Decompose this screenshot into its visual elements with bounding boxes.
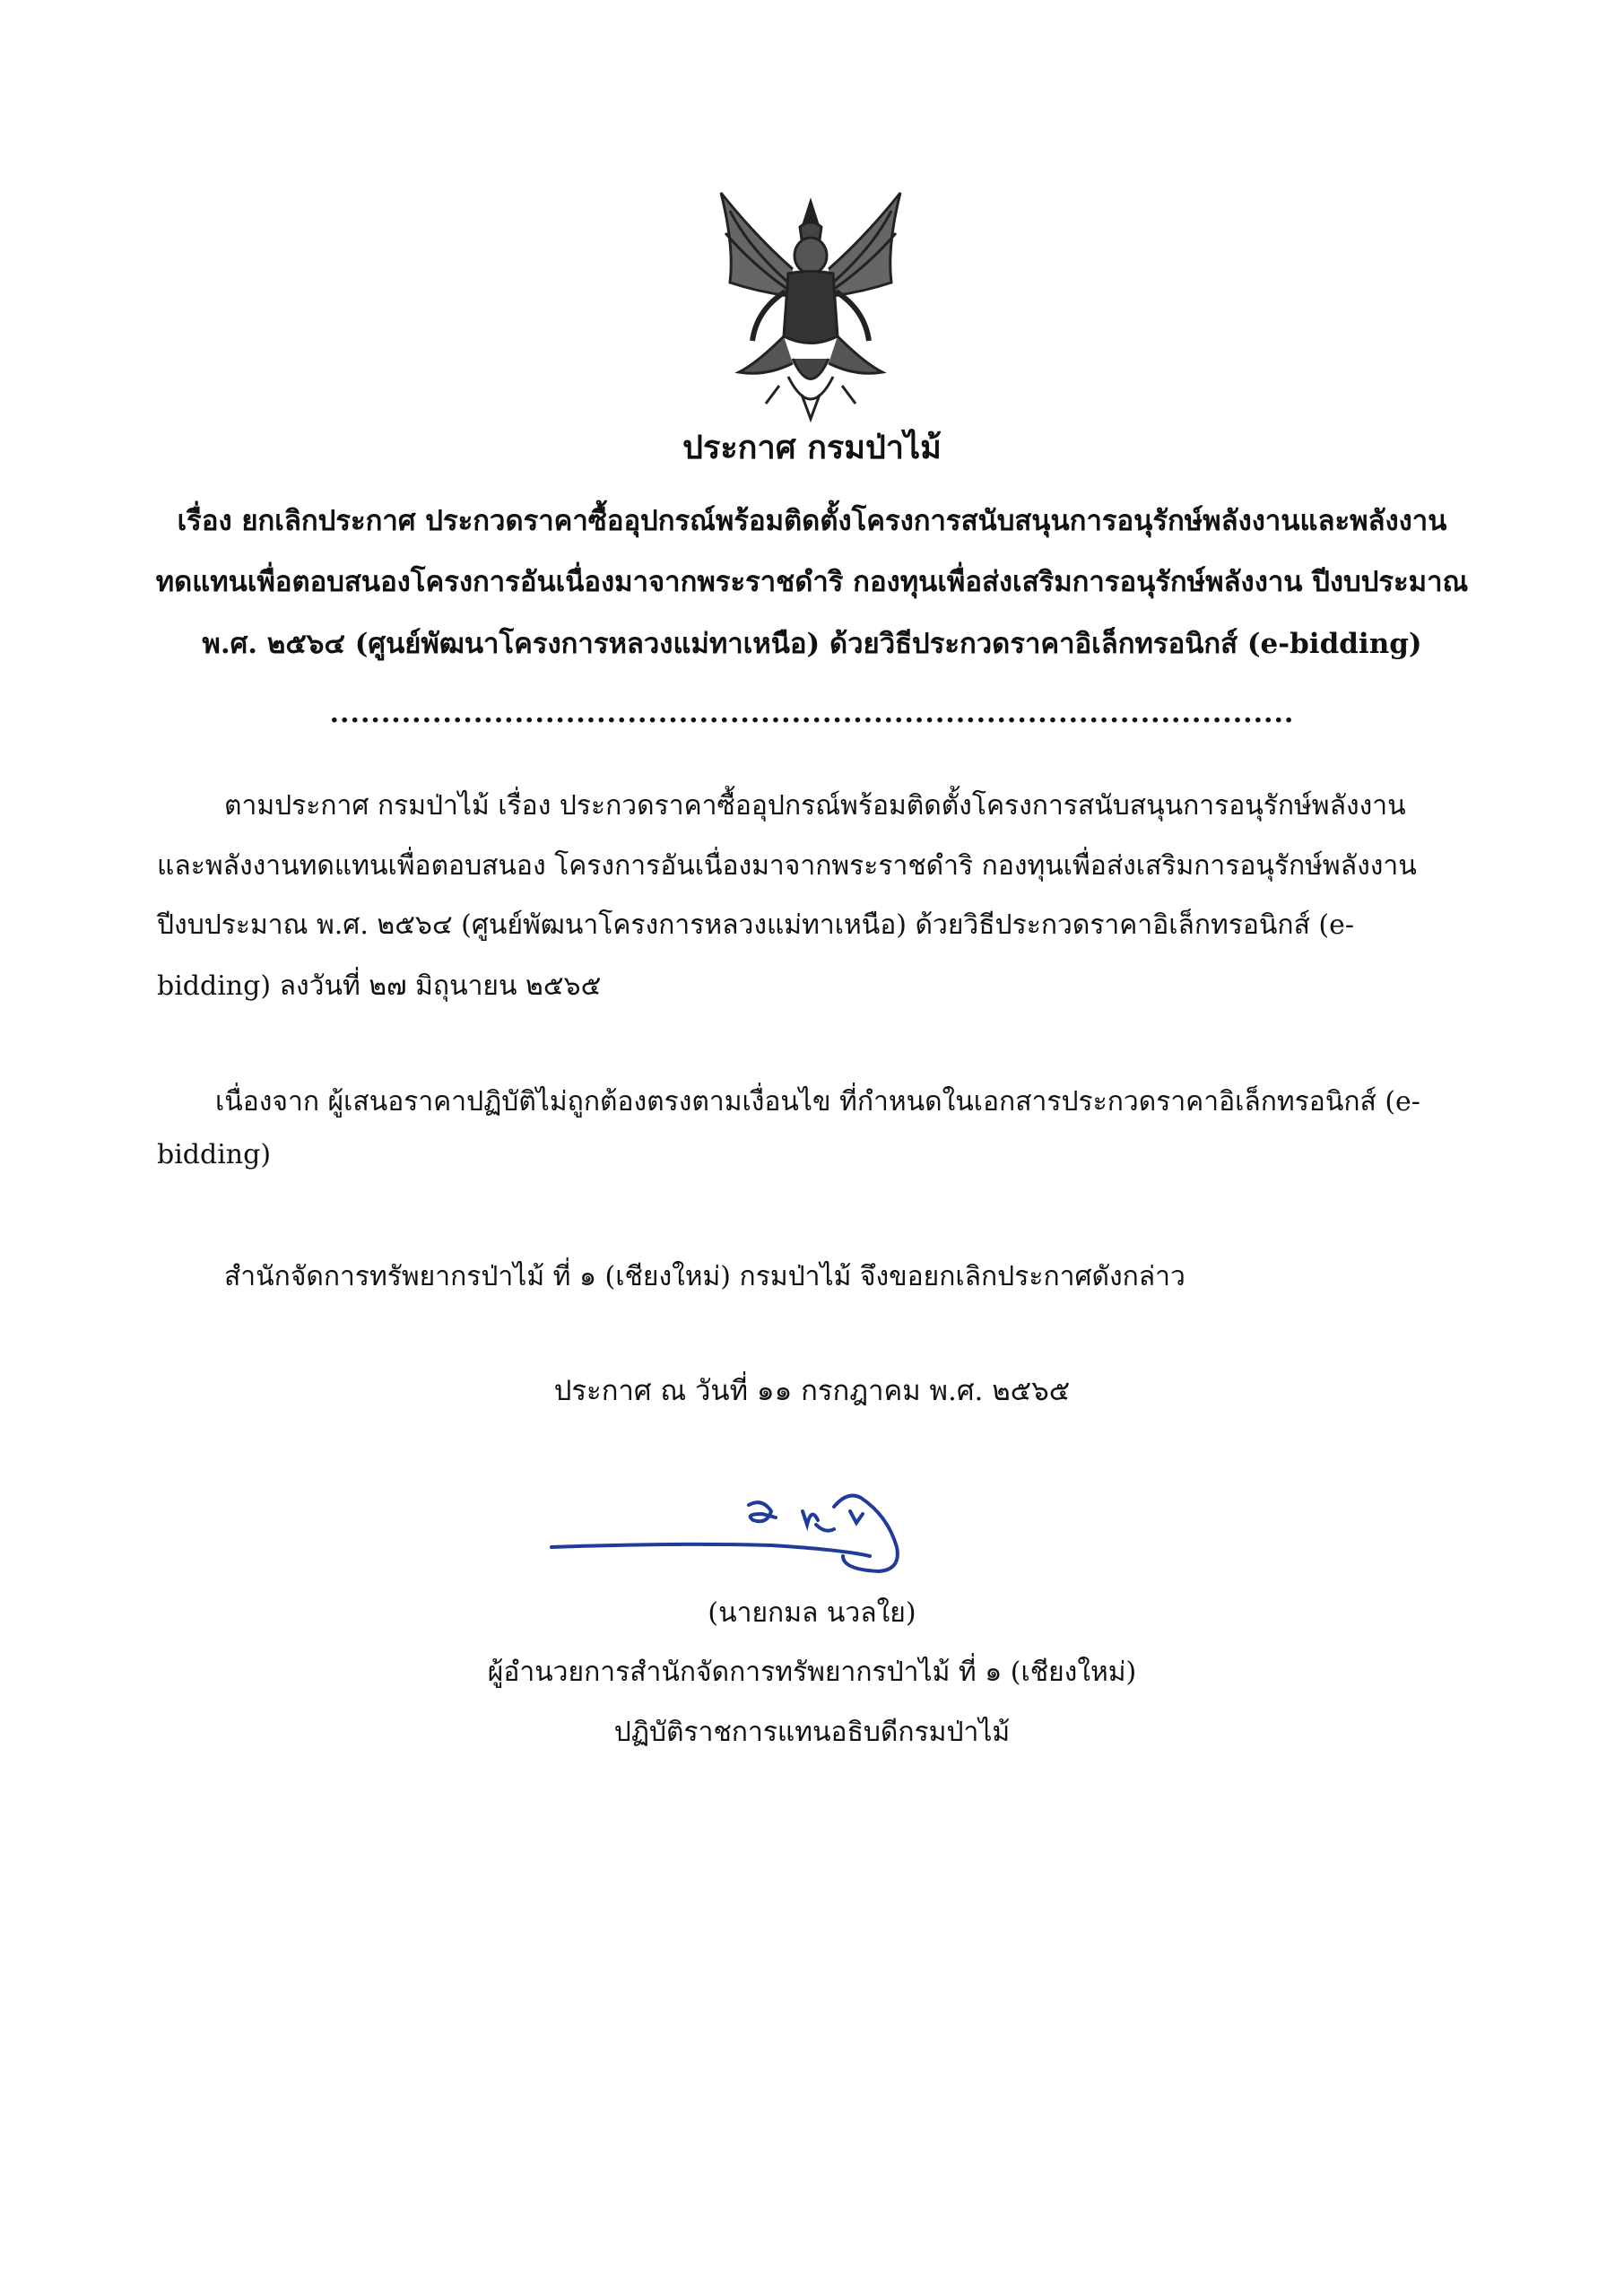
subject-line-3: พ.ศ. ๒๕๖๔ (ศูนย์พัฒนาโครงการหลวงแม่ทาเหนือ) ด้วยวิธีประกวดราคาอิเล็กทรอนิกส์ (e-bidding) <box>202 628 1422 660</box>
signatory-name: (นายกมล นวลใย) <box>708 1597 916 1629</box>
signatory-acting-role: ปฏิบัติราชการแทนอธิบดีกรมป่าไม้ <box>613 1717 1011 1748</box>
paragraph-1-line-1: ตามประกาศ กรมป่าไม้ เรื่อง ประกวดราคาซื้ออุปกรณ์พร้อมติดตั้งโครงการสนับสนุนการอนุรักษ์พลังงาน <box>224 790 1406 822</box>
paragraph-2-line-1: เนื่องจาก ผู้เสนอราคาปฏิบัติไม่ถูกต้องตรงตามเงื่อนไข ที่กำหนดในเอกสารประกวดราคาอิเล็กทรอนิกส์ (e- <box>215 1086 1420 1118</box>
document-title: ประกาศ กรมป่าไม้ <box>682 429 942 466</box>
paragraph-3: สำนักจัดการทรัพยากรป่าไม้ ที่ ๑ (เชียงใหม่) กรมป่าไม้ จึงขอยกเลิกประกาศดังกล่าว <box>224 1261 1185 1292</box>
paragraph-1-line-3: ปีงบประมาณ พ.ศ. ๒๕๖๔ (ศูนย์พัฒนาโครงการหลวงแม่ทาเหนือ) ด้วยวิธีประกวดราคาอิเล็กทรอนิกส์ (e- <box>157 909 1355 941</box>
announcement-date: ประกาศ ณ วันที่ ๑๑ กรกฎาคม พ.ศ. ๒๕๖๕ <box>553 1375 1071 1407</box>
paragraph-2-line-2: bidding) <box>157 1139 272 1170</box>
subject-line-2: ทดแทนเพื่อตอบสนองโครงการอันเนื่องมาจากพระราชดำริ กองทุนเพื่อส่งเสริมการอนุรักษ์พลังงาน ปีงบประมาณ <box>155 566 1469 598</box>
signatory-position: ผู้อำนวยการสำนักจัดการทรัพยากรป่าไม้ ที่ ๑ (เชียงใหม่) <box>487 1657 1137 1688</box>
paragraph-1-line-2: และพลังงานทดแทนเพื่อตอบสนอง โครงการอันเนื่องมาจากพระราชดำริ กองทุนเพื่อส่งเสริมการอนุรักษ์พลังงาน <box>157 850 1417 882</box>
separator-dots: .............................................................................................. <box>329 698 1295 729</box>
subject-line-1: เรื่อง ยกเลิกประกาศ ประกวดราคาซื้ออุปกรณ์พร้อมติดตั้งโครงการสนับสนุนการอนุรักษ์พลังงานและพลังงาน <box>177 505 1447 537</box>
paragraph-1-line-4: bidding) ลงวันที่ ๒๗ มิถุนายน ๒๕๖๕ <box>157 970 602 1002</box>
handwritten-signature <box>547 1471 968 1587</box>
garuda-emblem-icon <box>703 184 918 426</box>
